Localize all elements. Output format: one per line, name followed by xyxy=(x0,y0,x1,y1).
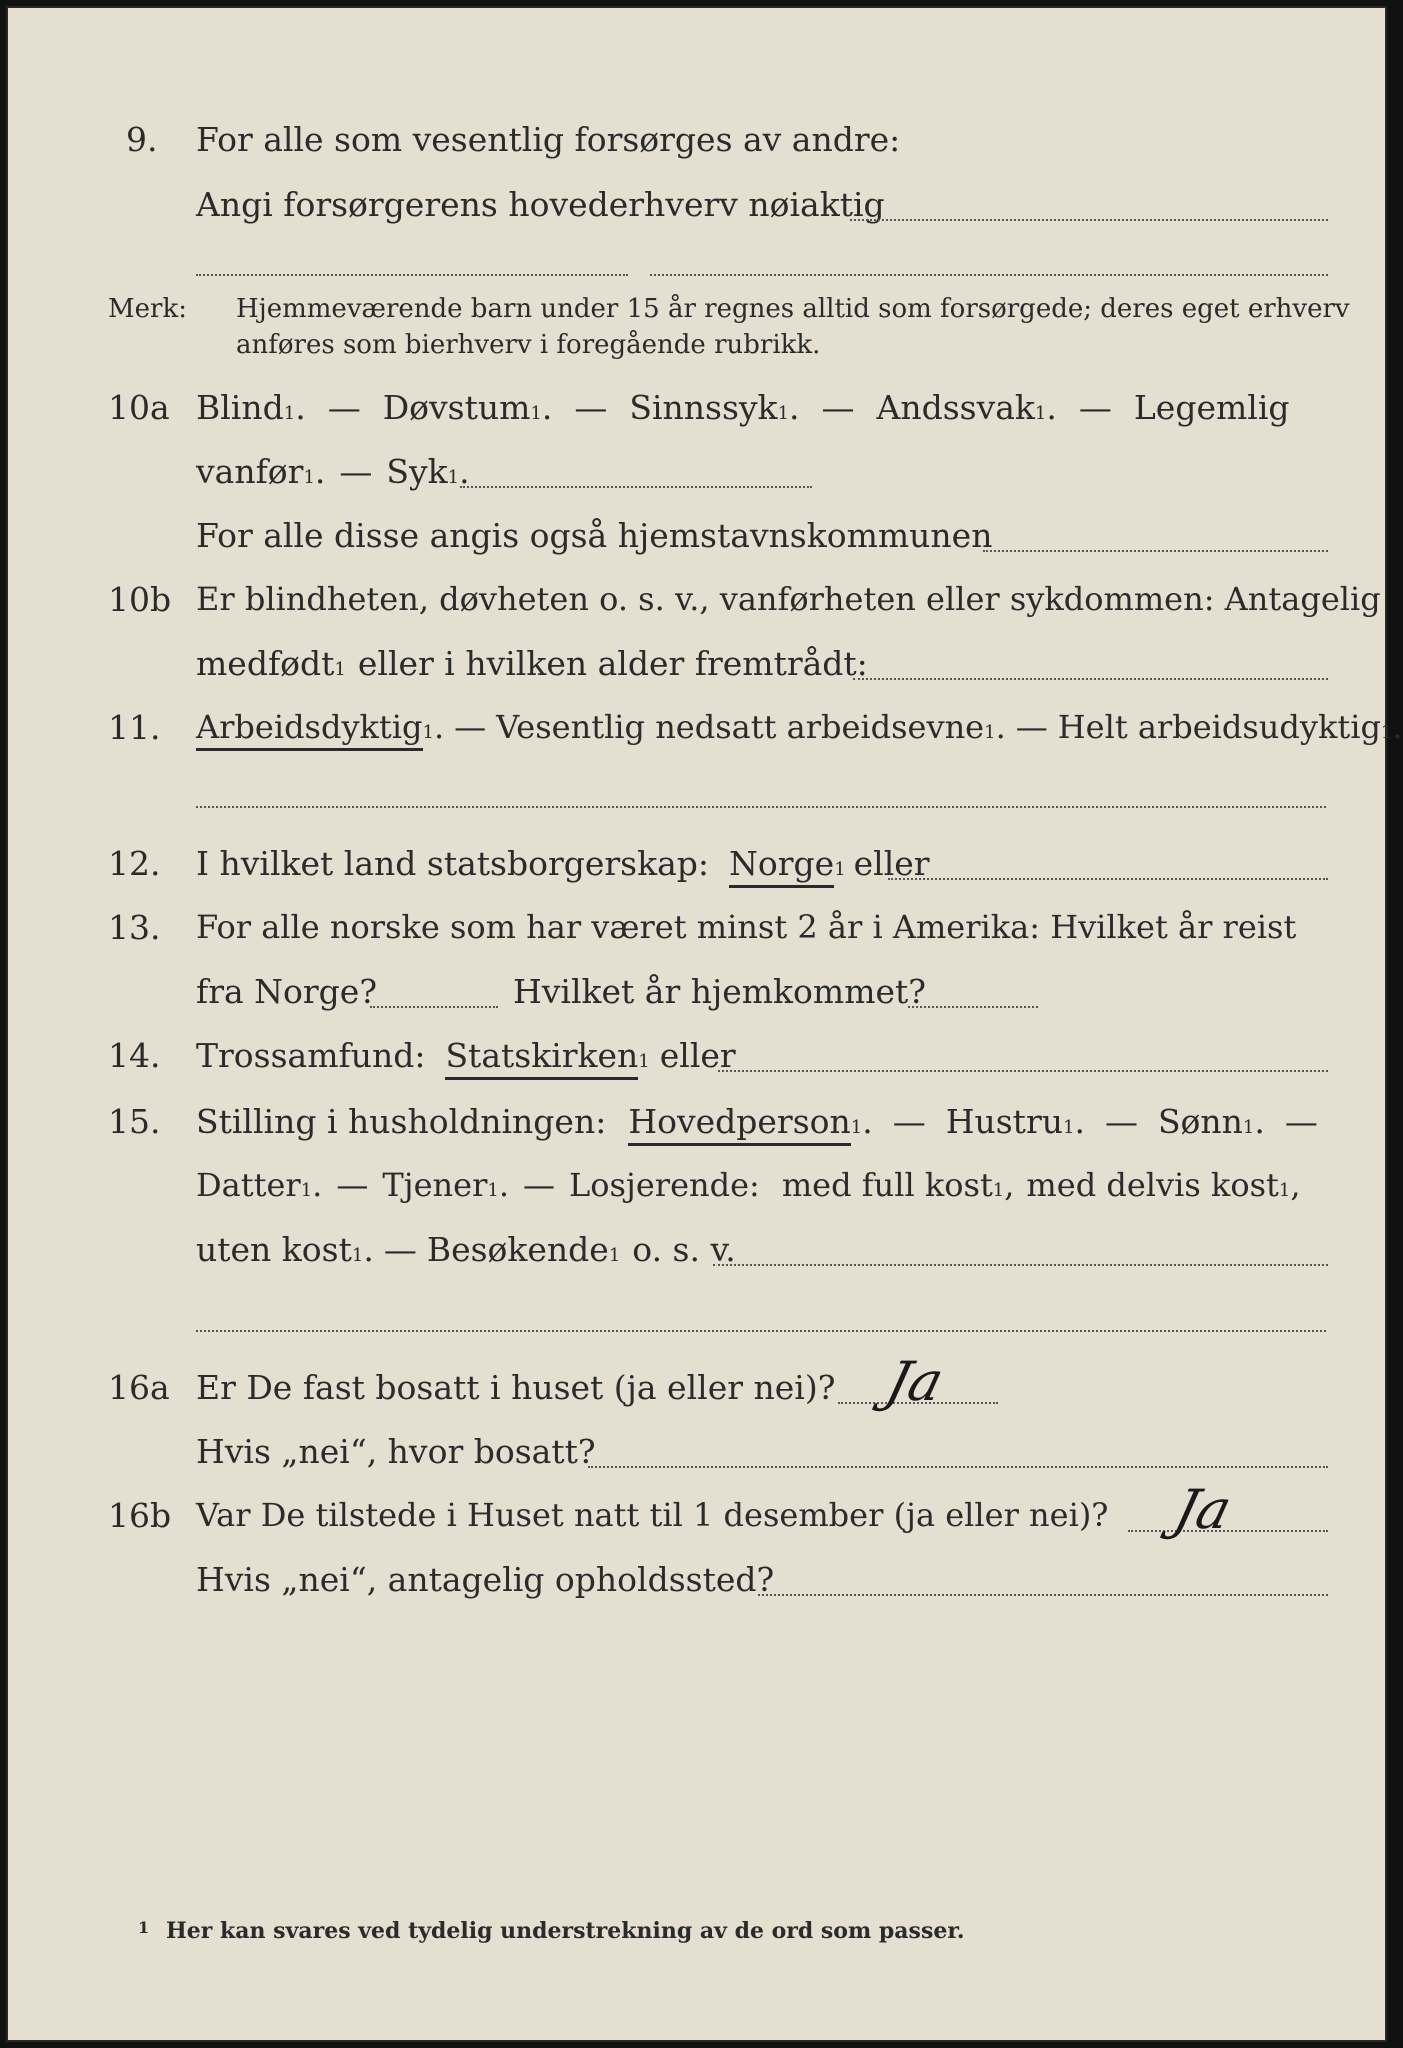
q10b-number: 10b xyxy=(108,580,172,619)
q10a-row-3 xyxy=(8,516,1385,556)
q14-number: 14. xyxy=(108,1036,161,1075)
q15-number: 15. xyxy=(108,1102,161,1141)
merk-row xyxy=(8,294,1385,334)
q13-text-a: fra Norge? xyxy=(196,972,378,1011)
q11-row xyxy=(8,708,1403,748)
q16b-answer-line[interactable] xyxy=(1128,1530,1328,1532)
q9-answer-line[interactable] xyxy=(850,219,1328,221)
option-tjener[interactable]: Tjener xyxy=(382,1166,488,1204)
q10a-number: 10a xyxy=(108,388,170,427)
option-udyktig[interactable]: Helt arbeidsudyktig xyxy=(1057,708,1381,746)
footnote-text: Her kan svares ved tydelig understrekning av de ord som passer. xyxy=(166,1918,965,1944)
merk-label: Merk: xyxy=(108,294,187,324)
q13-row-2 xyxy=(8,972,1385,1012)
q10b-row xyxy=(8,580,1385,620)
q13-text-1: For alle norske som har været minst 2 år i Amerika: Hvilket år reist xyxy=(196,908,1297,946)
option-norge[interactable]: Norge xyxy=(729,844,834,888)
q12-number: 12. xyxy=(108,844,161,883)
q12-answer-line[interactable] xyxy=(888,878,1328,880)
q10a-answer-line[interactable] xyxy=(460,486,812,488)
option-vanfor[interactable]: vanfør xyxy=(196,452,304,491)
q13-reist-line[interactable] xyxy=(370,1006,498,1008)
q16a-text-2: Hvis „nei“, hvor bosatt? xyxy=(196,1432,596,1471)
footnote xyxy=(8,1918,1385,1958)
option-arbeidsdyktig[interactable]: Arbeidsdyktig xyxy=(196,708,423,751)
q12-row xyxy=(8,844,1385,884)
option-dovstum[interactable]: Døvstum xyxy=(382,388,531,427)
option-datter[interactable]: Datter xyxy=(196,1166,301,1204)
q15-answer-line-2[interactable] xyxy=(196,1330,1326,1332)
q15-row-2 xyxy=(8,1166,1385,1206)
option-med-delvis-kost[interactable]: med delvis kost xyxy=(1026,1166,1279,1204)
q15-answer-line[interactable] xyxy=(713,1264,1328,1266)
q13-row xyxy=(8,908,1385,948)
q15-row-3 xyxy=(8,1230,1385,1270)
q9-answer-line-2b[interactable] xyxy=(650,274,1328,276)
q16b-number: 16b xyxy=(108,1496,172,1535)
q9-row-2 xyxy=(8,185,1385,225)
q14-row xyxy=(8,1036,1385,1076)
merk-text-2: anføres som bierhverv i foregående rubrikk. xyxy=(236,330,821,360)
q16b-text-1: Var De tilstede i Huset natt til 1 desember (ja eller nei)? xyxy=(196,1496,1109,1534)
option-legemlig[interactable]: Legemlig xyxy=(1133,388,1290,427)
option-med-full-kost[interactable]: med full kost xyxy=(781,1166,993,1204)
option-blind[interactable]: Blind xyxy=(196,388,284,427)
q15-options-3: uten kost 1 . — Besøkende 1 o. s. v. xyxy=(196,1230,736,1269)
option-statskirken[interactable]: Statskirken xyxy=(445,1036,638,1080)
option-uten-kost[interactable]: uten kost xyxy=(196,1230,352,1269)
option-sonn[interactable]: Sønn xyxy=(1157,1102,1243,1141)
q16a-handwritten-answer: Ja xyxy=(880,1350,950,1413)
q10b-answer-line[interactable] xyxy=(853,678,1328,680)
q9-answer-line-2a[interactable] xyxy=(196,274,628,276)
q9-number: 9. xyxy=(126,120,158,159)
option-nedsatt[interactable]: Vesentlig nedsatt arbeidsevne xyxy=(496,708,985,746)
q10b-text-1: Er blindheten, døvheten o. s. v., vanførheten eller sykdommen: Antagelig xyxy=(196,580,1381,618)
q14-answer-line[interactable] xyxy=(718,1070,1328,1072)
merk-row-2 xyxy=(8,330,1385,370)
option-hustru[interactable]: Hustru xyxy=(945,1102,1063,1141)
q16b-opholdssted-line[interactable] xyxy=(758,1594,1328,1596)
option-sinnssyk[interactable]: Sinnssyk xyxy=(629,388,778,427)
option-besokende[interactable]: Besøkende xyxy=(426,1230,609,1269)
q15-options-2: Datter 1 . — Tjener 1 . — Losjerende: med full kost 1 , med delvis kost 1 , xyxy=(196,1166,1301,1204)
q10b-row-2 xyxy=(8,644,1385,684)
q16b-text-2: Hvis „nei“, antagelig opholdssted? xyxy=(196,1560,775,1599)
q13-text-b: Hvilket år hjemkommet? xyxy=(513,972,926,1011)
q14-text: Trossamfund: Statskirken 1 eller xyxy=(196,1036,736,1080)
q16a-row-2 xyxy=(8,1432,1385,1472)
q11-answer-line[interactable] xyxy=(196,806,1326,808)
q16a-row xyxy=(8,1368,1385,1408)
option-andssvak[interactable]: Andssvak xyxy=(876,388,1035,427)
q10a-row-2 xyxy=(8,452,1385,492)
option-medfodt[interactable]: medfødt xyxy=(196,644,335,683)
merk-text-1: Hjemmeværende barn under 15 år regnes alltid som forsørgede; deres eget erhverv xyxy=(236,294,1350,324)
q10a-options-2: vanfør 1 . — Syk 1 . xyxy=(196,452,470,491)
q10a-text-3: For alle disse angis også hjemstavnskommunen xyxy=(196,516,993,555)
q9-row xyxy=(8,120,1385,160)
q11-options: Arbeidsdyktig 1 . — Vesentlig nedsatt arbeidsevne 1 . — Helt arbeidsudyktig 1 . xyxy=(196,708,1403,751)
q12-text: I hvilket land statsborgerskap: Norge 1 eller xyxy=(196,844,930,888)
census-form-page xyxy=(6,6,1403,2042)
q15-options-1: Stilling i husholdningen: Hovedperson 1 . — Hustru 1 . — Sønn 1 . — xyxy=(196,1102,1318,1146)
q9-text-2: Angi forsørgerens hovederhverv nøiaktig xyxy=(196,185,885,224)
q10a-kommune-line[interactable] xyxy=(983,550,1328,552)
q10a-options-1: Blind 1 . — Døvstum 1 . — Sinnssyk 1 . — Andssvak 1 . — Legemlig xyxy=(196,388,1290,427)
q10b-text-2: medfødt 1 eller i hvilken alder fremtrådt: xyxy=(196,644,868,683)
q16a-text-1: Er De fast bosatt i huset (ja eller nei)? xyxy=(196,1368,836,1407)
q16a-bosatt-line[interactable] xyxy=(588,1466,1328,1468)
q11-number: 11. xyxy=(108,708,161,747)
option-hovedperson[interactable]: Hovedperson xyxy=(628,1102,850,1146)
q13-number: 13. xyxy=(108,908,161,947)
q16b-row-2 xyxy=(8,1560,1385,1600)
q10a-row xyxy=(8,388,1385,428)
q15-row xyxy=(8,1102,1385,1142)
footnote-mark: 1 xyxy=(138,1918,150,1937)
q16b-handwritten-answer: Ja xyxy=(1168,1478,1238,1541)
option-syk[interactable]: Syk xyxy=(386,452,448,491)
q9-text-1: For alle som vesentlig forsørges av andre: xyxy=(196,120,901,159)
q16a-number: 16a xyxy=(108,1368,170,1407)
q13-hjemkommet-line[interactable] xyxy=(908,1006,1038,1008)
